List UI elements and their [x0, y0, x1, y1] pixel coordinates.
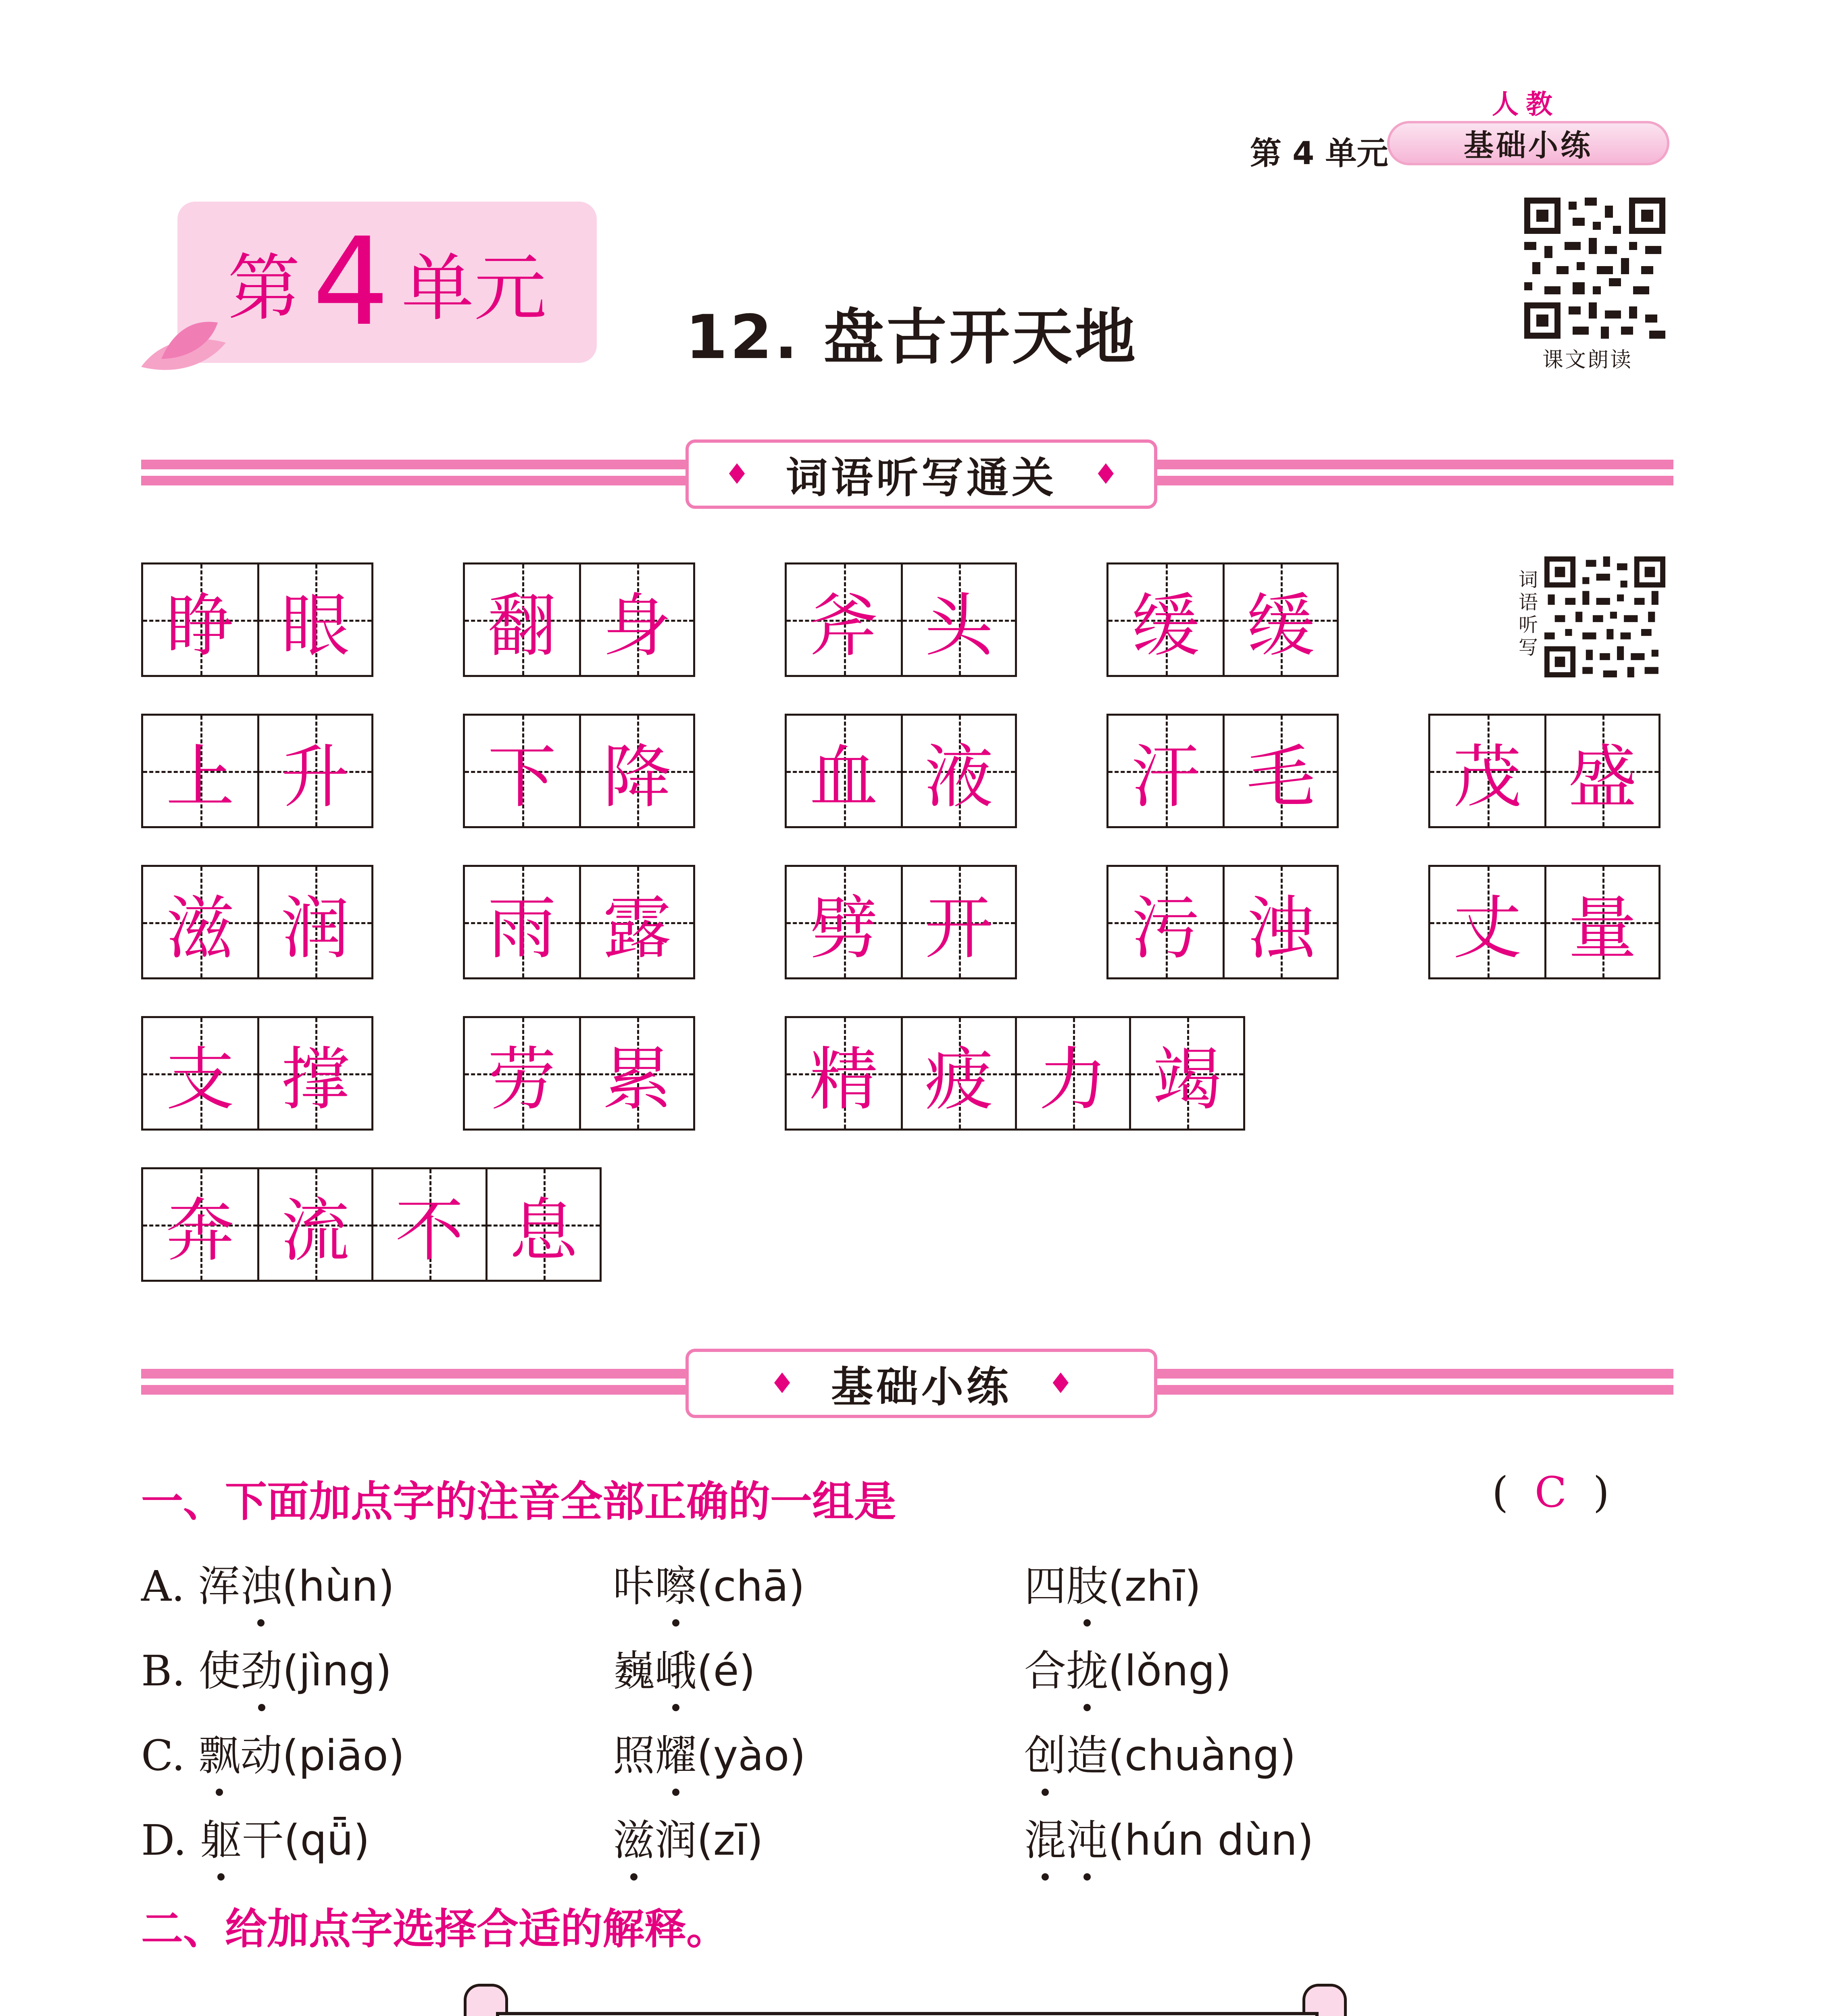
option-row-c: C. 飘动(piāo) [141, 1722, 404, 1782]
dictation-cell: 流 [257, 1169, 371, 1280]
diamond-icon: ♦ [724, 458, 750, 491]
dictation-word [785, 562, 1017, 677]
dictation-cell: 累 [579, 1018, 693, 1129]
dictation-cell: 降 [579, 716, 693, 826]
option-row-a: 四肢(zhī) [1024, 1552, 1201, 1613]
dictation-word [1106, 865, 1339, 979]
diamond-icon: ♦ [1093, 458, 1119, 491]
dictation-cell: 茂 [1430, 716, 1544, 826]
qr-caption-char: 语 [1518, 591, 1538, 614]
dictation-cell: 疲 [901, 1018, 1015, 1129]
dictation-cell: 不 [371, 1169, 485, 1280]
dictation-word [785, 865, 1017, 979]
dictation-cell: 血 [787, 716, 901, 826]
dictation-word [141, 1016, 373, 1131]
section-title-dictation: 词语听写通关 [785, 453, 1057, 502]
dictation-cell: 滋 [143, 867, 257, 977]
section-banner-practice [685, 1349, 1157, 1418]
dictation-cell: 毛 [1223, 716, 1337, 826]
dictation-word [1428, 865, 1661, 979]
dictation-cell: 头 [901, 564, 1015, 675]
option-row-a: A. 浑浊(hùn) [141, 1552, 394, 1613]
qr-caption-reading: 课文朗读 [1542, 348, 1633, 372]
dictation-word [1106, 714, 1339, 828]
qr-code-icon[interactable] [1544, 556, 1665, 677]
book-title-pill [1387, 121, 1669, 165]
dictation-word [141, 865, 373, 979]
dictation-cell: 息 [485, 1169, 600, 1280]
definition-scroll [496, 2012, 1319, 2016]
lesson-title: 12. 盘古开天地 [685, 302, 1138, 373]
dictation-word [463, 714, 695, 828]
dictation-cell: 斧 [787, 564, 901, 675]
section-banner-dictation [685, 439, 1157, 509]
dictation-cell: 汗 [1108, 716, 1223, 826]
dictation-cell: 缓 [1108, 564, 1223, 675]
qr-code-icon[interactable] [1524, 198, 1665, 339]
dictation-cell: 润 [257, 867, 371, 977]
leaf-decoration-icon [137, 314, 234, 379]
dictation-cell: 缓 [1223, 564, 1337, 675]
dictation-cell: 翻 [465, 564, 579, 675]
dictation-cell: 污 [1108, 867, 1223, 977]
unit-badge-prefix: 第 [227, 246, 300, 331]
dictation-word [463, 1016, 695, 1131]
dictation-cell: 劈 [787, 867, 901, 977]
dictation-word [141, 1167, 602, 1282]
question-1-title: 一、下面加点字的注音全部正确的一组是 [141, 1477, 896, 1526]
dictation-cell: 奔 [143, 1169, 257, 1280]
dictation-word [141, 562, 373, 677]
option-row-c: 创造(chuàng) [1024, 1722, 1296, 1782]
dictation-cell: 支 [143, 1018, 257, 1129]
unit-badge [177, 202, 597, 363]
dictation-cell: 丈 [1430, 867, 1544, 977]
unit-badge-suffix: 单元 [401, 246, 547, 331]
dictation-cell: 升 [257, 716, 371, 826]
dictation-word [1106, 562, 1339, 677]
scroll-roll-left [464, 1984, 508, 2016]
unit-badge-number: 4 [312, 212, 390, 352]
dictation-cell: 下 [465, 716, 579, 826]
dictation-word [141, 714, 373, 828]
answer-value: C [1534, 1468, 1567, 1517]
dictation-cell: 撑 [257, 1018, 371, 1129]
dictation-cell: 浊 [1223, 867, 1337, 977]
option-row-a: 咔嚓(chā) [613, 1552, 805, 1613]
dictation-word [1428, 714, 1661, 828]
dictation-word [463, 562, 695, 677]
dictation-cell: 上 [143, 716, 257, 826]
option-row-c: 照耀(yào) [613, 1722, 806, 1782]
dictation-cell: 盛 [1544, 716, 1658, 826]
question-1-answer: ( C ) [1492, 1468, 1610, 1517]
option-row-b: B. 使劲(jìng) [141, 1637, 392, 1697]
qr-caption-dictation [1516, 569, 1540, 659]
edition-label: 人教 [1492, 89, 1560, 120]
dictation-cell: 劳 [465, 1018, 579, 1129]
option-row-b: 巍峨(é) [613, 1637, 755, 1697]
diamond-icon: ♦ [769, 1367, 795, 1400]
book-title: 基础小练 [1464, 128, 1593, 163]
dictation-cell: 露 [579, 867, 693, 977]
dictation-cell: 精 [787, 1018, 901, 1129]
question-2-title: 二、给加点字选择合适的解释。 [141, 1904, 729, 1954]
dictation-cell: 量 [1544, 867, 1658, 977]
header-unit-label: 第 4 单元 [1250, 135, 1388, 172]
dictation-cell: 雨 [465, 867, 579, 977]
option-row-d: 混沌(hún dùn) [1024, 1806, 1314, 1867]
qr-caption-char: 听 [1518, 614, 1538, 636]
qr-caption-char: 词 [1518, 569, 1538, 591]
dictation-cell: 开 [901, 867, 1015, 977]
scroll-roll-right [1302, 1984, 1347, 2016]
dictation-cell: 睁 [143, 564, 257, 675]
section-title-practice: 基础小练 [831, 1362, 1012, 1412]
dictation-cell: 竭 [1129, 1018, 1243, 1129]
dictation-cell: 力 [1015, 1018, 1129, 1129]
dictation-word [785, 1016, 1245, 1131]
dictation-cell: 身 [579, 564, 693, 675]
diamond-icon: ♦ [1048, 1367, 1073, 1400]
option-row-d: D. 躯干(qǖ) [141, 1806, 370, 1867]
dictation-cell: 液 [901, 716, 1015, 826]
dictation-cell: 眼 [257, 564, 371, 675]
option-row-d: 滋润(zī) [613, 1806, 763, 1867]
qr-caption-char: 写 [1518, 636, 1538, 659]
dictation-word [463, 865, 695, 979]
option-row-b: 合拢(lǒng) [1024, 1637, 1231, 1697]
dictation-word [785, 714, 1017, 828]
